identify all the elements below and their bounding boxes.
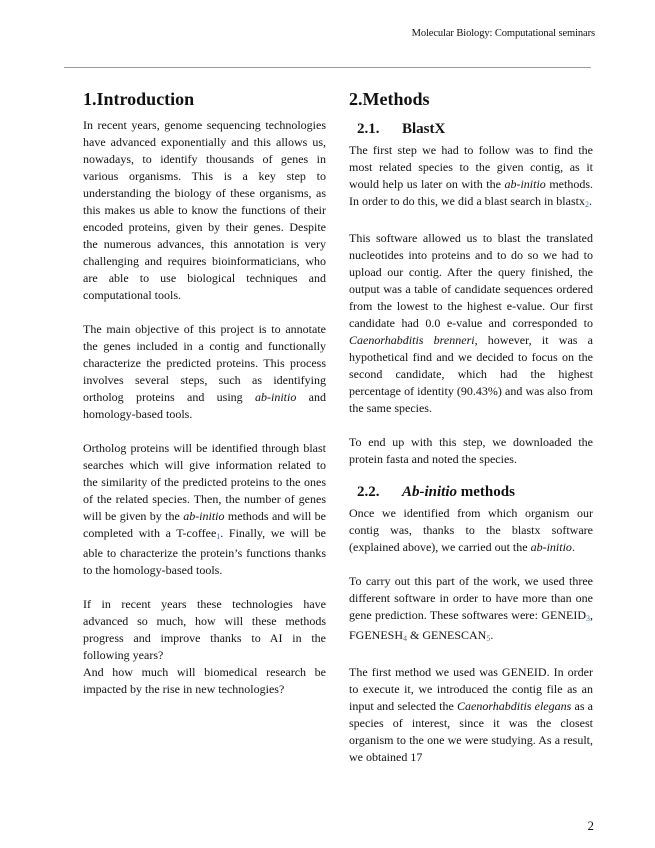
- text-span: methods and will be completed with a T-coffee: [83, 509, 327, 540]
- blastx-subheading: [357, 120, 593, 138]
- text-span: , however, it was a hypothetical find and we decided to focus on the second candidate, which had the highest percentage of identity (90.43%) and was also from the same species.: [349, 333, 593, 415]
- blastx-paragraph-3: To end up with this step, we downloaded the protein fasta and noted the species.: [349, 435, 593, 466]
- text-span: The first step we had to follow was to find the most related species to the given contig, as it would help us later on with the: [349, 143, 593, 191]
- text-span: This software allowed us to blast the translated nucleotides into proteins and to do so we had to upload our contig. After the query finished, the output was a table of candidate sequences ordered from the lowest to the highest e-value. Our first candidate had 0.0 e-value and corresponded to: [349, 231, 593, 330]
- abinitio-paragraph-2: [349, 573, 593, 647]
- italic-species: Caenorhabditis elegans: [457, 699, 572, 713]
- text-span: and homology-based tools.: [83, 390, 327, 421]
- intro-paragraph-3: [83, 440, 326, 579]
- text-span: as a species of interest, since it was the closest organism to the one we were studying. As a result, we obtained 17: [349, 699, 593, 764]
- footnote-ref-3[interactable]: 3: [586, 614, 590, 623]
- page-number: 2: [587, 818, 594, 833]
- text-span: .: [588, 194, 592, 208]
- blastx-paragraph-1: [349, 142, 593, 213]
- header-rule: [64, 67, 591, 68]
- methods-heading: 2.Methods: [349, 89, 430, 109]
- text-span: methods. In order to do this, we did a blast search in blastx: [349, 177, 594, 208]
- section-title: methods: [457, 484, 515, 500]
- text-span: .: [490, 628, 494, 642]
- text-span: & GENESCAN: [407, 628, 487, 642]
- intro-paragraph-4: If in recent years these technologies have advanced so much, how will these methods progress and improve thanks to AI in the following years?: [83, 597, 326, 662]
- section-title-italic: Ab-initio: [402, 484, 458, 500]
- text-span: To carry out this part of the work, we used three different software in order to have more than one gene prediction. These softwares were: GENEID: [349, 574, 593, 622]
- left-column: [83, 88, 326, 698]
- text-span: Ortholog proteins will be identified through blast searches which will give information related to the similarity of the predicted proteins to the ones of the related species. Then, the number of genes will be given by the: [83, 441, 326, 523]
- italic-species: Caenorhabditis brenneri: [349, 333, 475, 347]
- section-number: 2.1.: [357, 121, 380, 137]
- abinitio-paragraph-3: [349, 664, 593, 766]
- abinitio-paragraph-1: [349, 505, 593, 556]
- abinitio-subheading: [357, 483, 593, 501]
- italic-term: ab-initio: [183, 509, 225, 523]
- section-number: 2.2.: [357, 484, 380, 500]
- introduction-heading: 1.Introduction: [83, 89, 195, 109]
- text-span: , FGENESH: [349, 608, 593, 642]
- footnote-ref-5[interactable]: 5: [486, 634, 491, 643]
- footnote-ref-4[interactable]: 4: [403, 634, 408, 643]
- text-span: .: [571, 540, 575, 554]
- intro-paragraph-2: [83, 321, 326, 423]
- running-header: Molecular Biology: Computational seminars: [411, 28, 595, 39]
- blastx-paragraph-2: [349, 230, 593, 417]
- italic-term: ab-initio: [504, 177, 546, 191]
- italic-term: ab-initio: [530, 540, 572, 554]
- italic-term: ab-initio: [255, 390, 297, 404]
- right-column: [349, 88, 593, 766]
- text-span: Once we identified from which organism our contig was, thanks to the blastx software (explained above), we carried out the: [349, 506, 593, 554]
- text-span: The first method we used was GENEID. In order to execute it, we introduced the contig file as an input and selected the: [349, 665, 593, 713]
- intro-paragraph-1: In recent years, genome sequencing technologies have advanced exponentially and this allows us, nowadays, to identify thousands of genes in various organisms. This is a key step to understanding the biology of these organisms, as this makes us able to know the functions of their encoded proteins, given by their genes. Despite the numerous advances, this annotation is very challenging and requires bioinformaticians, who are able to use biological techniques and computational tools.: [83, 118, 326, 302]
- footnote-ref-1[interactable]: 1: [216, 532, 221, 541]
- text-span: . Finally, we will be able to characterize the protein’s functions thanks to the homology-based tools.: [83, 526, 326, 577]
- footnote-ref-2[interactable]: 2: [584, 200, 589, 209]
- intro-paragraph-5: And how much will biomedical research be impacted by the rise in new technologies?: [83, 665, 326, 696]
- text-span: The main objective of this project is to annotate the genes included in a contig and functionally characterize the predicted proteins. This process involves several steps, such as identifying ortholog proteins and using: [83, 322, 326, 404]
- section-title: BlastX: [402, 121, 446, 137]
